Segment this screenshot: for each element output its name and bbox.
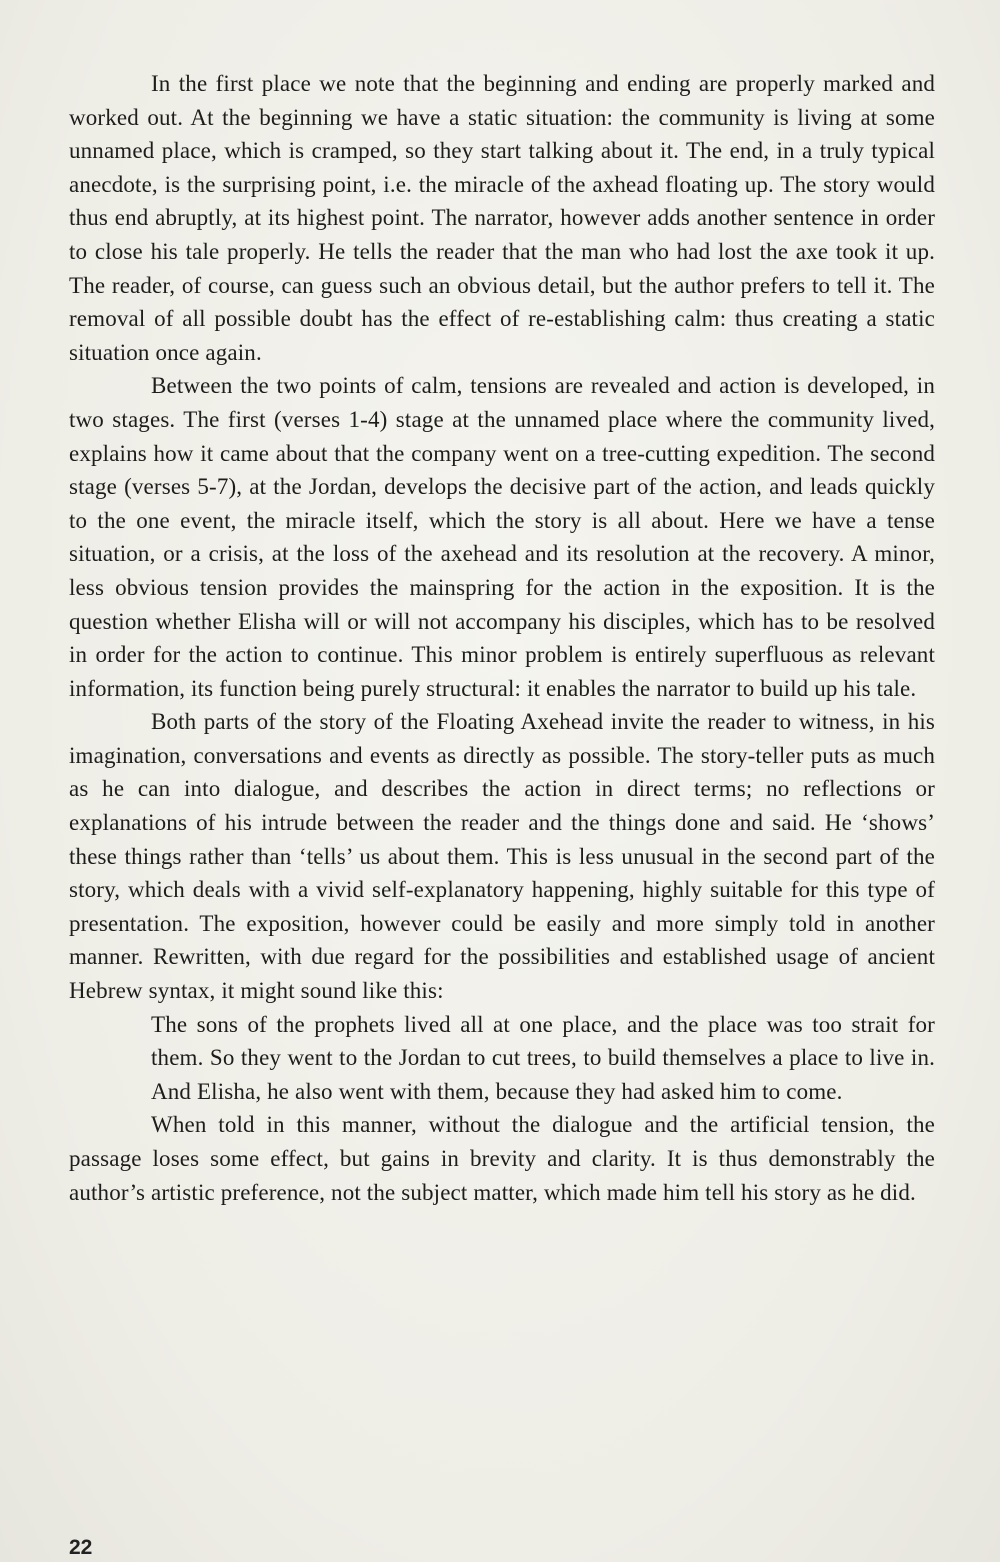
paragraph-tensions: Between the two points of calm, tensions are revealed and action is developed, in two stages. The first (verses 1-4) stage at the unnamed place where the community lived, explains how it came about that the company went on a tree-cutting expedition. The second stage (verses 5-7), at the Jordan, develops the decisive part of the action, and leads quickly to the one event, the miracle itself, which the story is all about. Here we have a tense situation, or a crisis, at the loss of the axehead and its resolution at the recovery. A minor, less obvious tension provides the mainspring for the action in the exposition. It is the question whether Elisha will or will not accompany his disciples, which has to be resolved in order for the action to continue. This minor problem is entirely superfluous as relevant information, its function being purely structural: it enables the narrator to build up his tale.: [69, 373, 935, 701]
paragraph-conclusion: When told in this manner, without the dialogue and the artificial tension, the passage loses some effect, but gains in brevity and clarity. It is thus demonstrably the author’s artistic preference, not the subject matter, which made him tell his story as he did.: [69, 1112, 935, 1205]
paragraph-beginning-and-ending: In the first place we note that the beginning and ending are properly marked and worked out. At the beginning we have a static situation: the community is living at some unnamed place, which is cramped, so they start talking about it. The end, in a truly typical anecdote, is the surprising point, i.e. the miracle of the axhead floating up. The story would thus end abruptly, at its highest point. The narrator, however adds another sentence in order to close his tale properly. He tells the reader that the man who had lost the axe took it up. The reader, of course, can guess such an obvious detail, but the author prefers to tell it. The removal of all possible doubt has the effect of re-establishing calm: thus creating a static situation once again.: [69, 71, 935, 365]
block-quote-rewritten-exposition: The sons of the prophets lived all at one place, and the place was too strait for them. So they went to the Jordan to cut trees, to build themselves a place to live in. And Elisha, he also went with them, because they had asked him to come.: [151, 1011, 935, 1104]
paragraph-dialogue: Both parts of the story of the Floating Axehead invite the reader to witness, in his imagination, conversations and events as directly as possible. The story-teller puts as much as he can into dialogue, and describes the action in direct terms; no reflections or explanations of his intrude between the reader and the things done and said. He ‘shows’ these things rather than ‘tells’ us about them. This is less unusual in the second part of the story, which deals with a vivid self-explanatory happening, highly suitable for this type of presentation. The exposition, however could be easily and more simply told in another manner. Rewritten, with due regard for the possibilities and established usage of ancient Hebrew syntax, it might sound like this:: [69, 709, 935, 1004]
page-number: 22: [69, 1536, 93, 1559]
body-text: [69, 67, 935, 1209]
